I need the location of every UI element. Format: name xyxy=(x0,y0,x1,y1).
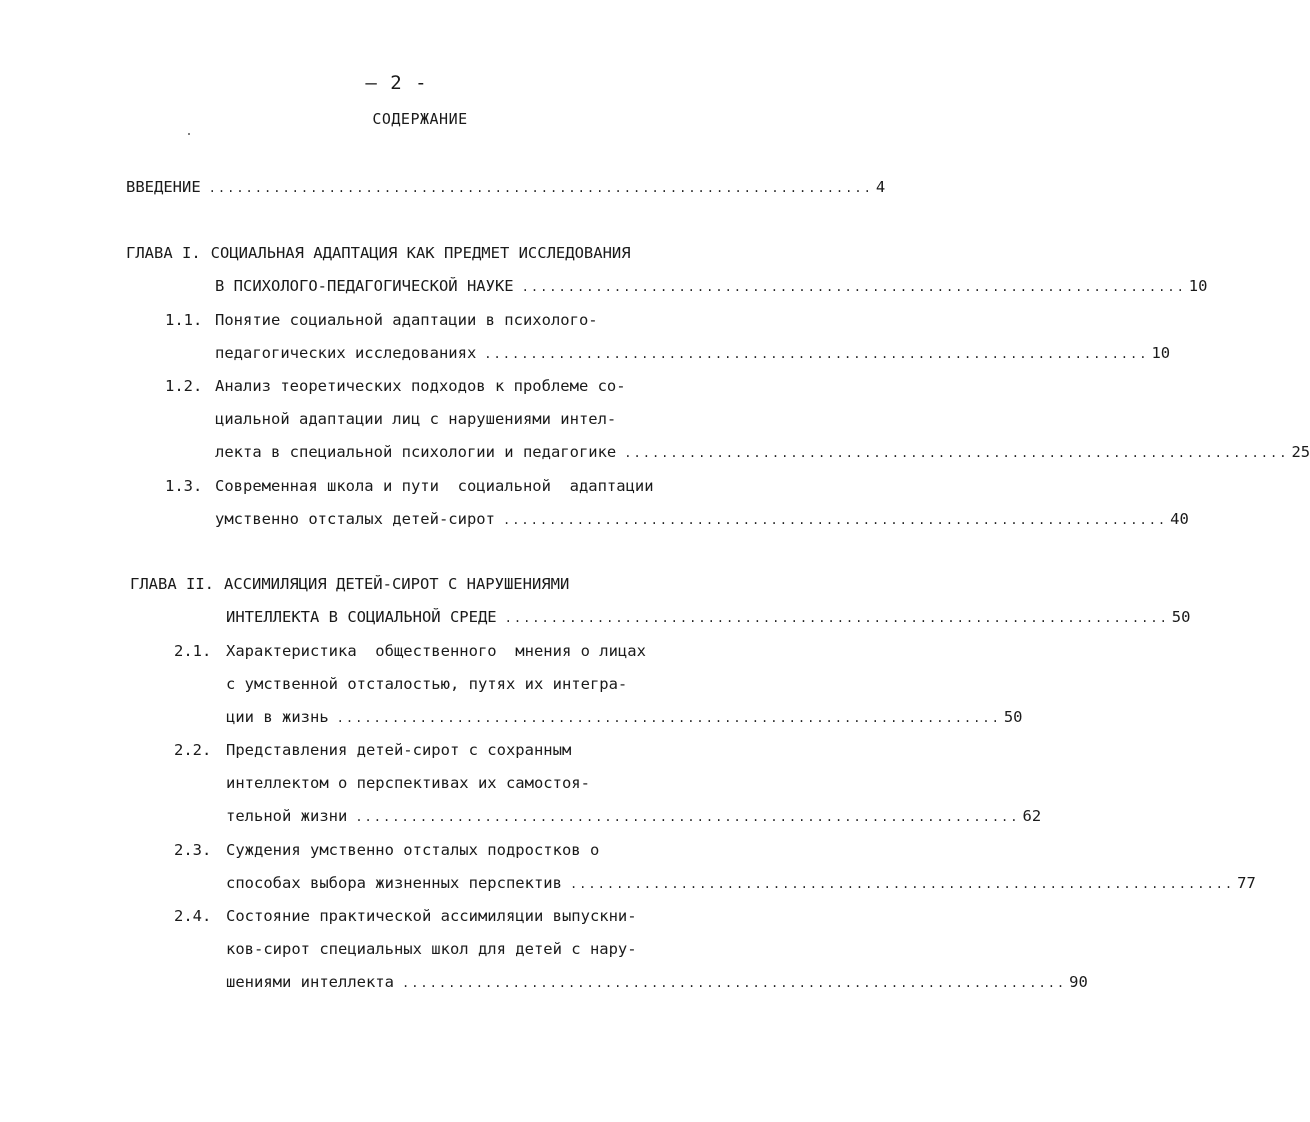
chapter-title-cont: В ПСИХОЛОГО-ПЕДАГОГИЧЕСКОЙ НАУКЕ xyxy=(215,277,514,295)
section-line xyxy=(226,671,627,697)
section-text: ции в жизнь xyxy=(226,708,329,726)
section-line xyxy=(226,737,571,763)
section-number: 1.1. xyxy=(165,311,203,329)
section-text: лекта в специальной психологии и педагогике xyxy=(215,443,617,461)
toc-title: СОДЕРЖАНИЕ xyxy=(372,110,468,128)
toc-chapter-1-line2 xyxy=(215,273,1208,299)
toc-chapter-1-heading xyxy=(126,240,631,266)
section-text: шениями интеллекта xyxy=(226,973,394,991)
section-line-last xyxy=(215,439,1310,465)
section-text: циальной адаптации лиц с нарушениями интел- xyxy=(215,410,617,428)
dot-leader: ........................................................................ xyxy=(502,513,1168,527)
section-line-last xyxy=(215,340,1171,366)
toc-page-number: 62 xyxy=(1022,807,1042,825)
section-text: Характеристика общественного мнения о лицах xyxy=(226,642,646,660)
section-line xyxy=(226,837,599,863)
section-number: 2.3. xyxy=(174,841,212,859)
section-text: Современная школа и пути социальной адаптации xyxy=(215,477,654,495)
toc-chapter-2-line2 xyxy=(226,604,1191,630)
toc-page-number: 50 xyxy=(1003,708,1023,726)
section-line-last xyxy=(226,704,1023,730)
dot-leader: ........................................................................ xyxy=(208,181,873,195)
dot-leader: ........................................................................ xyxy=(484,347,1149,361)
section-text: ков-сирот специальных школ для детей с нару- xyxy=(226,940,637,958)
section-line xyxy=(226,936,637,962)
toc-entry-intro xyxy=(126,174,886,200)
speck-mark xyxy=(188,133,190,135)
toc-page-number: 77 xyxy=(1237,874,1256,892)
section-line xyxy=(226,903,637,929)
section-number: 2.2. xyxy=(174,741,212,759)
section-text: с умственной отсталостью, путях их интегра- xyxy=(226,675,628,693)
chapter-label: ГЛАВА I. xyxy=(126,244,201,262)
toc-page-number: 4 xyxy=(875,178,886,196)
section-text: Состояние практической ассимиляции выпускни- xyxy=(226,907,637,925)
section-text: умственно отсталых детей-сирот xyxy=(215,510,495,528)
toc-page-number: 40 xyxy=(1170,510,1189,528)
toc-page-number: 90 xyxy=(1069,973,1088,991)
chapter-title: АССИМИЛЯЦИЯ ДЕТЕЙ-СИРОТ С НАРУШЕНИЯМИ xyxy=(224,575,570,593)
toc-page-number: 10 xyxy=(1188,277,1208,295)
dot-leader: ........................................................................ xyxy=(569,877,1235,891)
section-line xyxy=(226,638,646,664)
section-number: 1.2. xyxy=(165,377,203,395)
section-line xyxy=(215,406,616,432)
dot-leader: ........................................................................ xyxy=(355,810,1020,824)
section-line xyxy=(215,473,654,499)
dot-leader: ........................................................................ xyxy=(336,711,1001,725)
section-text: способах выбора жизненных перспектив xyxy=(226,874,562,892)
dot-leader: ........................................................................ xyxy=(521,280,1186,294)
section-text: Анализ теоретических подходов к проблеме со- xyxy=(215,377,626,395)
section-line xyxy=(215,373,626,399)
section-number: 1.3. xyxy=(165,477,203,495)
toc-chapter-2-heading xyxy=(130,571,569,597)
chapter-label: ГЛАВА II. xyxy=(130,575,214,593)
toc-page-number: 25 xyxy=(1291,443,1310,461)
chapter-title: СОЦИАЛЬНАЯ АДАПТАЦИЯ КАК ПРЕДМЕТ ИССЛЕДОВАНИЯ xyxy=(210,244,631,262)
section-line-last xyxy=(226,969,1088,995)
section-text: Понятие социальной адаптации в психолого- xyxy=(215,311,598,329)
toc-page-number: 50 xyxy=(1171,608,1191,626)
section-text: Суждения умственно отсталых подростков о xyxy=(226,841,600,859)
section-line-last xyxy=(226,803,1042,829)
section-line xyxy=(215,307,598,333)
section-line-last xyxy=(215,506,1189,532)
toc-entry-label: ВВЕДЕНИЕ xyxy=(126,178,201,196)
section-text: интеллектом о перспективах их самостоя- xyxy=(226,774,590,792)
dot-leader: ........................................................................ xyxy=(624,446,1289,460)
section-number: 2.4. xyxy=(174,907,212,925)
chapter-title-cont: ИНТЕЛЛЕКТА В СОЦИАЛЬНОЙ СРЕДЕ xyxy=(226,608,497,626)
section-text: педагогических исследованиях xyxy=(215,344,477,362)
toc-page-number: 10 xyxy=(1151,344,1171,362)
section-number: 2.1. xyxy=(174,642,212,660)
dot-leader: ........................................................................ xyxy=(504,611,1169,625)
section-text: Представления детей-сирот с сохранным xyxy=(226,741,572,759)
page-number: – 2 - xyxy=(365,72,428,94)
section-line-last xyxy=(226,870,1256,896)
section-line xyxy=(226,770,590,796)
dot-leader: ........................................................................ xyxy=(401,976,1067,990)
section-text: тельной жизни xyxy=(226,807,348,825)
